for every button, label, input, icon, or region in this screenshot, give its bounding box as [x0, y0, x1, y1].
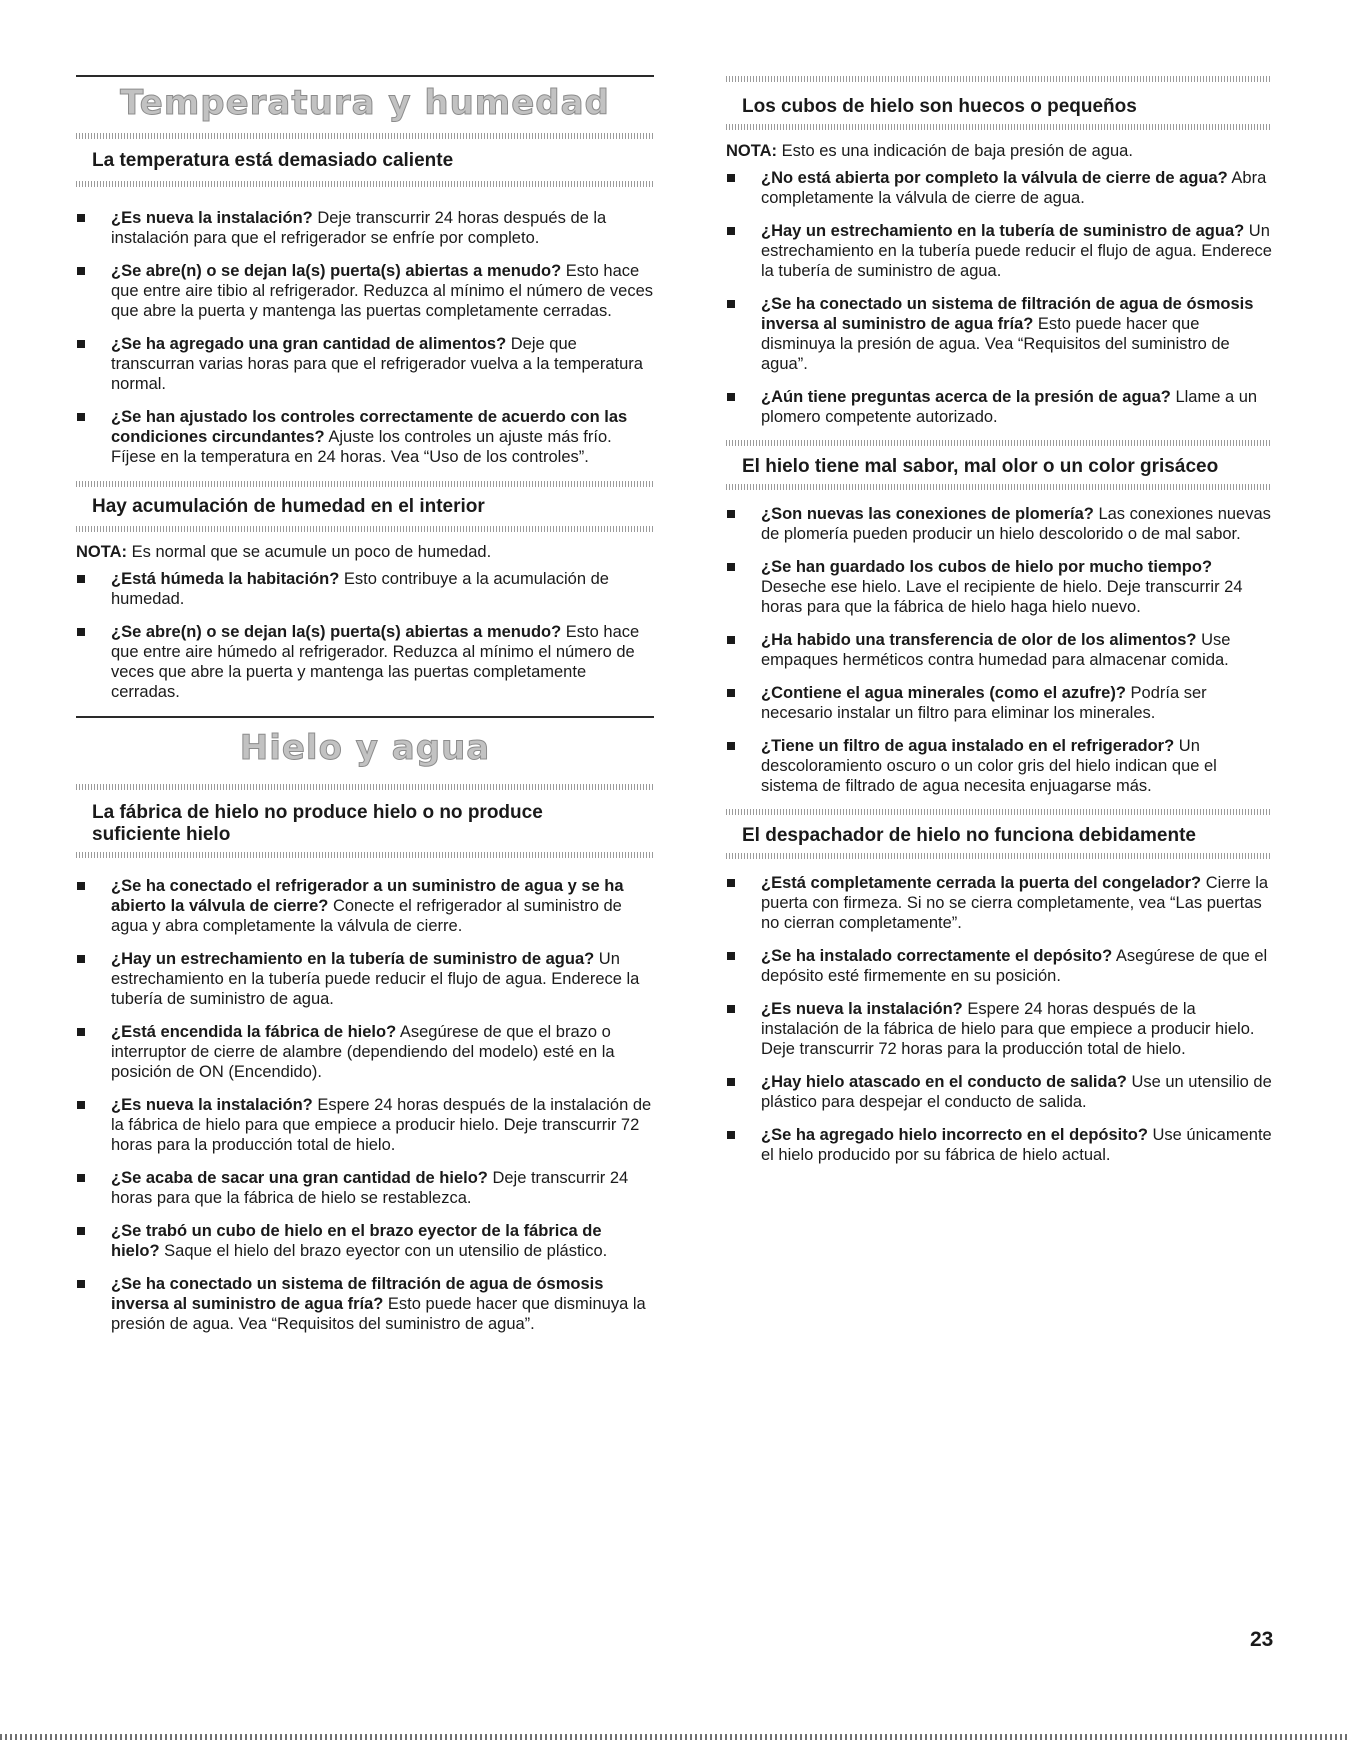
page-number: 23 [1250, 1628, 1274, 1651]
list-item: ¿Hay un estrechamiento en la tubería de suministro de agua? Un estrechamiento en la tubería puede reducir el flujo de agua. Enderece la tubería de suministro de agua. [726, 221, 1272, 281]
section-heading-temperature: Temperatura y humedad [76, 75, 654, 125]
bullet-icon [727, 879, 735, 887]
list-item: ¿Se abre(n) o se dejan la(s) puerta(s) abiertas a menudo? Esto hace que entre aire húmedo al refrigerador. Reduzca al mínimo el número de veces que abre la puerta y mantenga las puertas completamente cerradas. [76, 622, 654, 702]
divider [76, 133, 654, 139]
note: NOTA: Esto es una indicación de baja presión de agua. [726, 142, 1133, 160]
divider [76, 852, 654, 858]
list-item: ¿Se acaba de sacar una gran cantidad de hielo? Deje transcurrir 24 horas para que la fábrica de hielo se restablezca. [76, 1168, 654, 1208]
list-no-ice [76, 876, 654, 1334]
bullet-icon [77, 340, 85, 348]
list-item: ¿Es nueva la instalación? Espere 24 horas después de la instalación de la fábrica de hielo para que empiece a producir hielo. Deje transcurrir 72 horas para la producción total de hielo. [76, 1095, 654, 1155]
divider [76, 481, 654, 487]
list-item: ¿Es nueva la instalación? Deje transcurrir 24 horas después de la instalación para que el refrigerador se enfríe por completo. [76, 208, 654, 248]
bullet-icon [727, 1078, 735, 1086]
bullet-icon [727, 227, 735, 235]
bullet-icon [77, 1174, 85, 1182]
bullet-icon [727, 510, 735, 518]
list-item: ¿Se ha conectado un sistema de filtración de agua de ósmosis inversa al suministro de agua fría? Esto puede hacer que disminuya la presión de agua. Vea “Requisitos del suministro de agua”. [726, 294, 1272, 374]
list-item: ¿Está encendida la fábrica de hielo? Asegúrese de que el brazo o interruptor de cierre de alambre (dependiendo del modelo) esté en la posición de ON (Encendido). [76, 1022, 654, 1082]
list-humidity [76, 569, 654, 702]
list-item: ¿Son nuevas las conexiones de plomería? Las conexiones nuevas de plomería pueden producir un hielo descolorido o de mal sabor. [726, 504, 1272, 544]
bullet-icon [77, 1227, 85, 1235]
section-heading-ice-water: Hielo y agua [76, 716, 654, 770]
divider [726, 809, 1272, 815]
list-item: ¿Está húmeda la habitación? Esto contribuye a la acumulación de humedad. [76, 569, 654, 609]
subsection-title: El hielo tiene mal sabor, mal olor o un color grisáceo [742, 456, 1219, 477]
bullet-icon [727, 636, 735, 644]
list-item: ¿No está abierta por completo la válvula de cierre de agua? Abra completamente la válvula de cierre de agua. [726, 168, 1272, 208]
list-item: ¿Se ha instalado correctamente el depósito? Asegúrese de que el depósito esté firmemente en su posición. [726, 946, 1272, 986]
divider [726, 440, 1272, 446]
list-item: ¿Hay un estrechamiento en la tubería de suministro de agua? Un estrechamiento en la tubería puede reducir el flujo de agua. Enderece la tubería de suministro de agua. [76, 949, 654, 1009]
list-item: ¿Se ha agregado hielo incorrecto en el depósito? Use únicamente el hielo producido por su fábrica de hielo actual. [726, 1125, 1272, 1165]
divider [726, 484, 1272, 490]
list-dispenser [726, 873, 1272, 1165]
list-item: ¿Tiene un filtro de agua instalado en el refrigerador? Un descoloramiento oscuro o un color gris del hielo indican que el sistema de filtrado de agua necesita enjuagarse más. [726, 736, 1272, 796]
bullet-icon [77, 1028, 85, 1036]
left-column [76, 0, 654, 1347]
bullet-icon [727, 300, 735, 308]
bullet-icon [77, 267, 85, 275]
bullet-icon [727, 563, 735, 571]
subsection-title: El despachador de hielo no funciona debidamente [742, 825, 1196, 846]
page-edge-border [0, 1734, 1348, 1740]
list-item: ¿Se ha agregado una gran cantidad de alimentos? Deje que transcurran varias horas para que el refrigerador vuelva a la temperatura normal. [76, 334, 654, 394]
list-item: ¿Se trabó un cubo de hielo en el brazo eyector de la fábrica de hielo? Saque el hielo del brazo eyector con un utensilio de plástico. [76, 1221, 654, 1261]
bullet-icon [77, 1280, 85, 1288]
note: NOTA: Es normal que se acumule un poco de humedad. [76, 543, 492, 561]
list-item: ¿Se han guardado los cubos de hielo por mucho tiempo? Deseche ese hielo. Lave el recipiente de hielo. Deje transcurrir 24 horas para que la fábrica de hielo haga hielo nuevo. [726, 557, 1272, 617]
bullet-icon [77, 214, 85, 222]
list-item: ¿Es nueva la instalación? Espere 24 horas después de la instalación de la fábrica de hielo para que empiece a producir hielo. Deje transcurrir 72 horas para la producción total de hielo. [726, 999, 1272, 1059]
bullet-icon [727, 952, 735, 960]
divider [76, 181, 654, 187]
list-item: ¿Está completamente cerrada la puerta del congelador? Cierre la puerta con firmeza. Si no se cierra completamente, vea “Las puertas no cierran completamente”. [726, 873, 1272, 933]
divider [76, 784, 654, 790]
bullet-icon [727, 1131, 735, 1139]
bullet-icon [77, 882, 85, 890]
list-item: ¿Se ha conectado el refrigerador a un suministro de agua y se ha abierto la válvula de cierre? Conecte el refrigerador al suministro de agua y abra completamente la válvula de cierre. [76, 876, 654, 936]
divider [76, 526, 654, 532]
bullet-icon [727, 174, 735, 182]
divider [726, 76, 1272, 82]
bullet-icon [727, 689, 735, 697]
list-item: ¿Ha habido una transferencia de olor de los alimentos? Use empaques herméticos contra humedad para almacenar comida. [726, 630, 1272, 670]
right-column [726, 0, 1272, 1178]
bullet-icon [77, 1101, 85, 1109]
list-item: ¿Contiene el agua minerales (como el azufre)? Podría ser necesario instalar un filtro para eliminar los minerales. [726, 683, 1272, 723]
list-item: ¿Hay hielo atascado en el conducto de salida? Use un utensilio de plástico para despejar el conducto de salida. [726, 1072, 1272, 1112]
bullet-icon [77, 575, 85, 583]
subsection-title: Los cubos de hielo son huecos o pequeños [742, 96, 1137, 117]
list-item: ¿Se han ajustado los controles correctamente de acuerdo con las condiciones circundantes? Ajuste los controles un ajuste más frío. Fíjese en la temperatura en 24 horas. Vea “Uso de los controles”. [76, 407, 654, 467]
bullet-icon [727, 393, 735, 401]
bullet-icon [77, 628, 85, 636]
subsection-title: Hay acumulación de humedad en el interior [92, 496, 485, 517]
bullet-icon [77, 413, 85, 421]
divider [726, 853, 1272, 859]
list-item: ¿Se ha conectado un sistema de filtración de agua de ósmosis inversa al suministro de agua fría? Esto puede hacer que disminuya la presión de agua. Vea “Requisitos del suministro de agua”. [76, 1274, 654, 1334]
list-temp-warm [76, 208, 654, 467]
list-taste [726, 504, 1272, 796]
list-hollow [726, 168, 1272, 427]
subsection-title: La fábrica de hielo no produce hielo o no produce suficiente hielo [92, 802, 543, 845]
bullet-icon [77, 955, 85, 963]
divider [726, 124, 1272, 130]
bullet-icon [727, 742, 735, 750]
subsection-title: La temperatura está demasiado caliente [92, 150, 454, 171]
list-item: ¿Aún tiene preguntas acerca de la presión de agua? Llame a un plomero competente autorizado. [726, 387, 1272, 427]
list-item: ¿Se abre(n) o se dejan la(s) puerta(s) abiertas a menudo? Esto hace que entre aire tibio al refrigerador. Reduzca al mínimo el número de veces que abre la puerta y mantenga las puertas completamente cerradas. [76, 261, 654, 321]
bullet-icon [727, 1005, 735, 1013]
